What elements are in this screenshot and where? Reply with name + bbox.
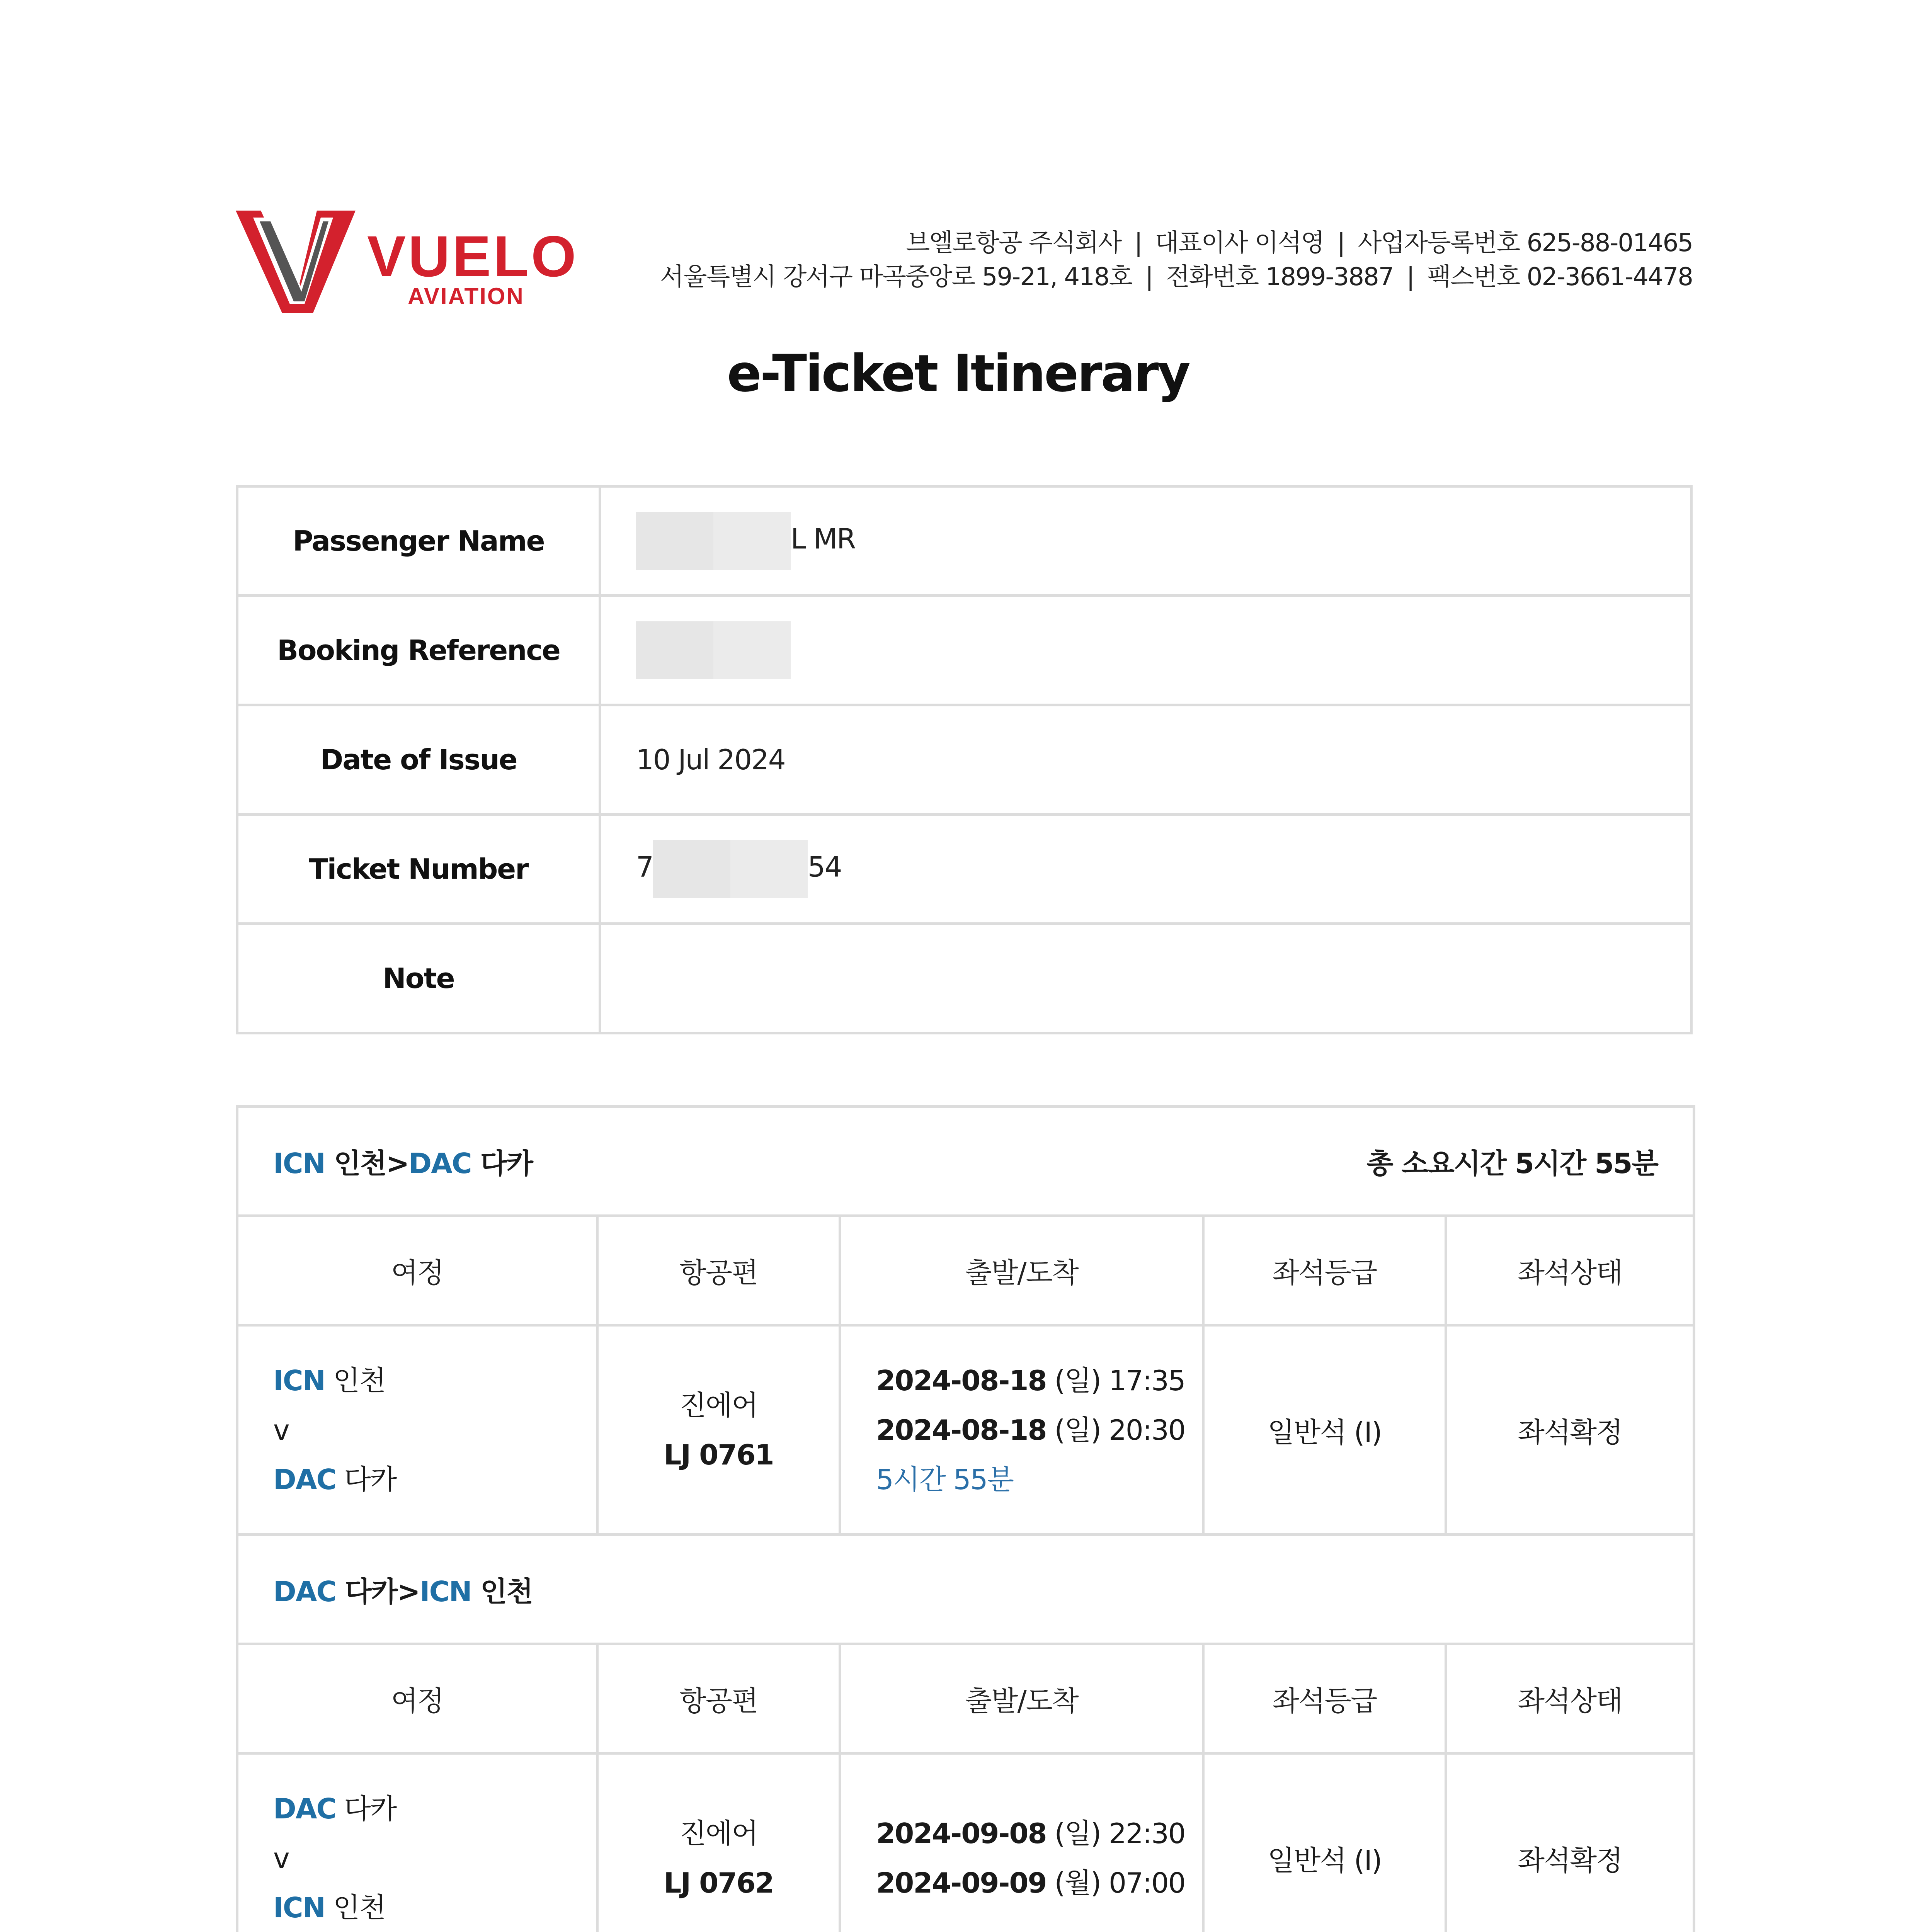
seat-status: 좌석확정 — [1446, 1753, 1694, 1932]
to-code: ICN — [273, 1891, 325, 1924]
redaction-block — [636, 621, 713, 679]
fax: 팩스번호 02-3661-4478 — [1427, 263, 1693, 291]
col-flight: 항공편 — [597, 1644, 840, 1753]
col-class: 좌석등급 — [1203, 1644, 1446, 1753]
arr-time: 07:00 — [1109, 1866, 1185, 1899]
ticket-label: Ticket Number — [237, 815, 600, 924]
col-flight: 항공편 — [597, 1216, 840, 1325]
passenger-row — [237, 486, 1691, 596]
col-status: 좌석상태 — [1446, 1644, 1694, 1753]
airline: 진에어 — [679, 1389, 758, 1422]
dep-day: (일) — [1054, 1364, 1101, 1397]
ticket-row — [237, 815, 1691, 924]
company-name: 브엘로항공 주식회사 — [906, 229, 1121, 257]
address: 서울특별시 강서구 마곡중앙로 59-21, 418호 — [660, 263, 1132, 291]
time-cell — [840, 1325, 1203, 1535]
passenger-info-table — [236, 485, 1693, 1034]
to-code: DAC — [273, 1463, 336, 1496]
page-title: e-Ticket Itinerary — [727, 344, 1189, 403]
redaction-block — [713, 512, 791, 570]
col-route: 여정 — [237, 1644, 597, 1753]
redaction-block — [730, 840, 808, 898]
redaction-block — [713, 621, 791, 679]
arrow-icon: > — [397, 1575, 420, 1608]
separator: | — [1406, 263, 1414, 291]
redaction-block — [653, 840, 730, 898]
total-duration: 총 소요시간 5시간 55분 — [1366, 1147, 1658, 1180]
redaction-block — [636, 512, 713, 570]
col-status: 좌석상태 — [1446, 1216, 1694, 1325]
booking-label: Booking Reference — [237, 596, 600, 705]
issue-row — [237, 705, 1691, 815]
flight-cell — [597, 1753, 840, 1932]
route-cell — [237, 1325, 597, 1535]
from-code: DAC — [273, 1792, 336, 1825]
dep-date: 2024-09-08 — [876, 1817, 1046, 1850]
vuelo-logo — [232, 203, 580, 319]
dep-time: 17:35 — [1109, 1364, 1185, 1397]
column-header-row — [237, 1644, 1694, 1753]
segment-header — [237, 1535, 1694, 1644]
dep-time: 22:30 — [1109, 1817, 1185, 1850]
logo-word: VUELO — [367, 224, 579, 289]
business-number: 사업자등록번호 625-88-01465 — [1358, 229, 1693, 257]
booking-row — [237, 596, 1691, 705]
note-label: Note — [237, 924, 600, 1033]
passenger-name-text: L MR — [791, 522, 856, 555]
seat-class: 일반석 (I) — [1203, 1325, 1446, 1535]
passenger-value — [600, 486, 1691, 596]
arr-day: (일) — [1054, 1413, 1101, 1446]
ticket-value — [600, 815, 1691, 924]
arr-time: 20:30 — [1109, 1413, 1185, 1446]
issue-label: Date of Issue — [237, 705, 600, 815]
flight-cell — [597, 1325, 840, 1535]
route-cell — [237, 1753, 597, 1932]
arr-date: 2024-09-09 — [876, 1866, 1046, 1899]
dep-date: 2024-08-18 — [876, 1364, 1046, 1397]
ceo: 대표이사 이석영 — [1155, 229, 1324, 257]
logo-subtext: AVIATION — [408, 283, 524, 309]
down-arrow-icon: v — [273, 1413, 289, 1446]
from-city: 다카 — [344, 1792, 396, 1825]
company-info — [572, 226, 1693, 294]
from-city: 다카 — [345, 1575, 397, 1608]
col-time: 출발/도착 — [840, 1216, 1203, 1325]
to-code: ICN — [419, 1575, 471, 1608]
note-value — [600, 924, 1691, 1033]
ticket-suffix: 54 — [807, 850, 842, 883]
booking-value — [600, 596, 1691, 705]
company-line-2 — [572, 260, 1693, 294]
seat-status: 좌석확정 — [1446, 1325, 1694, 1535]
col-time: 출발/도착 — [840, 1644, 1203, 1753]
down-arrow-icon: v — [273, 1842, 289, 1874]
arrow-icon: > — [386, 1147, 409, 1180]
separator: | — [1145, 263, 1153, 291]
to-city: 다카 — [480, 1147, 533, 1180]
to-city: 인천 — [333, 1891, 385, 1924]
note-row — [237, 924, 1691, 1033]
col-route: 여정 — [237, 1216, 597, 1325]
to-city: 다카 — [344, 1463, 396, 1496]
flight-row — [237, 1325, 1694, 1535]
flight-number: LJ 0761 — [664, 1438, 774, 1471]
company-line-1 — [572, 226, 1693, 260]
from-city: 인천 — [334, 1147, 386, 1180]
from-city: 인천 — [333, 1364, 385, 1397]
column-header-row — [237, 1216, 1694, 1325]
issue-value: 10 Jul 2024 — [600, 705, 1691, 815]
flight-row — [237, 1753, 1694, 1932]
seat-class: 일반석 (I) — [1203, 1753, 1446, 1932]
arr-date: 2024-08-18 — [876, 1413, 1046, 1446]
separator: | — [1337, 229, 1345, 257]
from-code: ICN — [273, 1147, 325, 1180]
segment-duration: 5시간 55분 — [876, 1463, 1013, 1496]
segment-header — [237, 1107, 1694, 1216]
to-city: 인천 — [480, 1575, 533, 1608]
separator: | — [1134, 229, 1142, 257]
from-code: DAC — [273, 1575, 336, 1608]
phone: 전화번호 1899-3887 — [1166, 263, 1394, 291]
ticket-prefix: 7 — [636, 850, 653, 883]
airline: 진에어 — [679, 1817, 758, 1850]
time-cell — [840, 1753, 1203, 1932]
flight-number: LJ 0762 — [664, 1866, 774, 1899]
dep-day: (일) — [1054, 1817, 1101, 1850]
to-code: DAC — [408, 1147, 471, 1180]
passenger-label: Passenger Name — [237, 486, 600, 596]
col-class: 좌석등급 — [1203, 1216, 1446, 1325]
itinerary-table — [236, 1105, 1695, 1932]
from-code: ICN — [273, 1364, 325, 1397]
arr-day: (월) — [1054, 1866, 1101, 1899]
